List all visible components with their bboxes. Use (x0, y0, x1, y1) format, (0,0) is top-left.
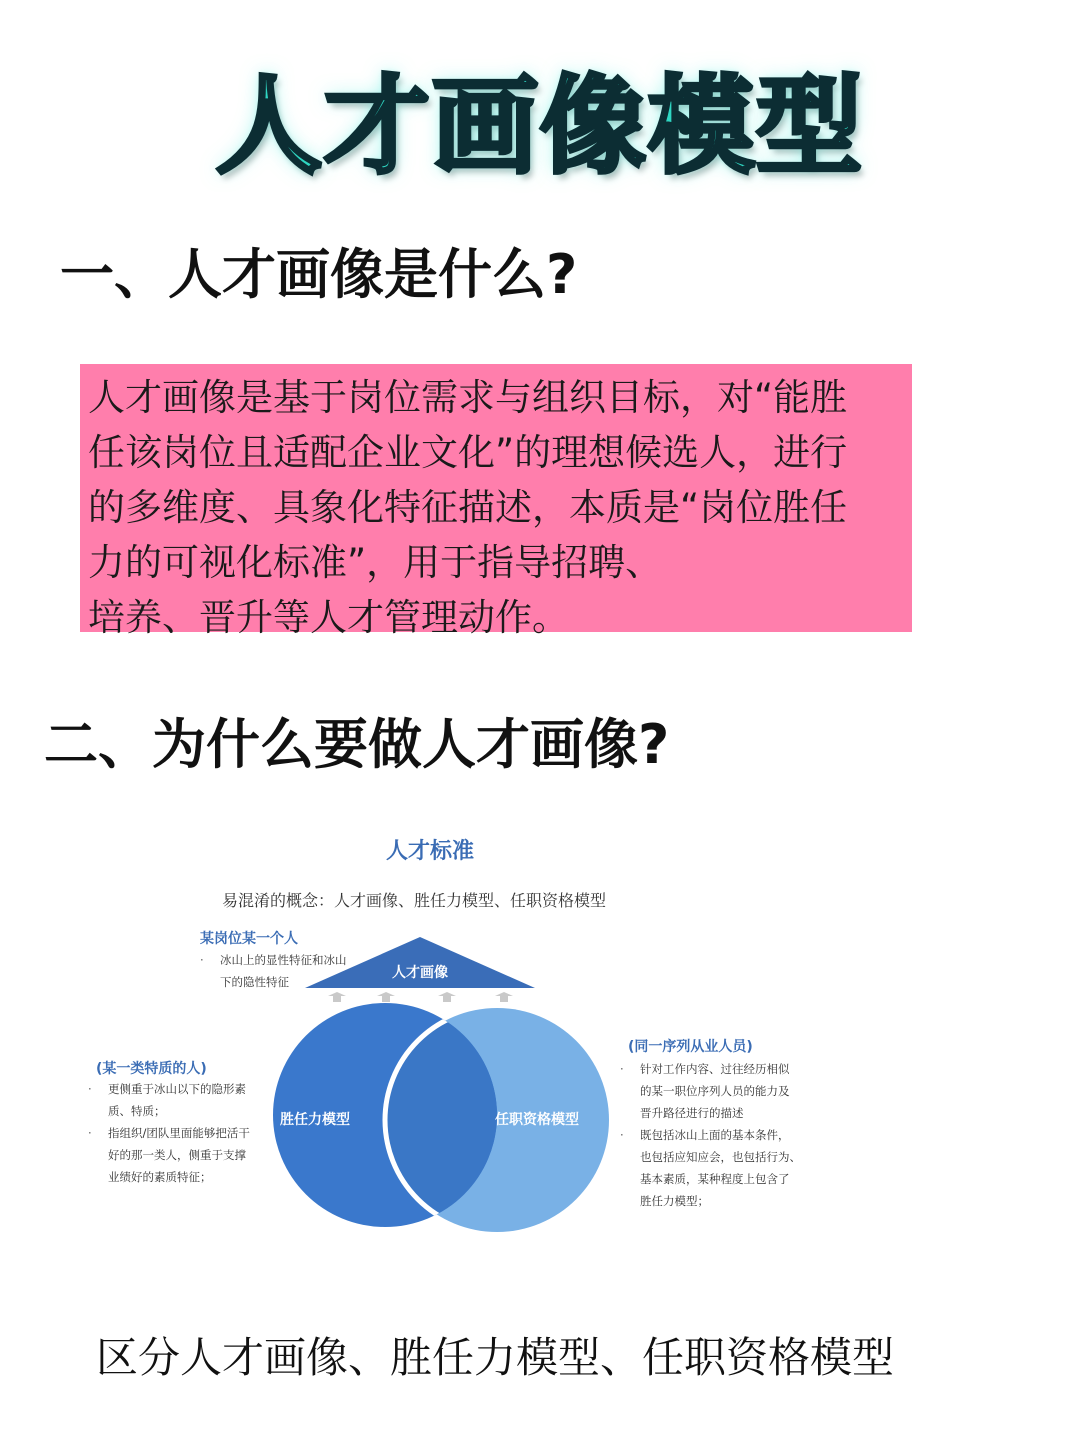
diagram-title: 人才标准 (385, 839, 474, 864)
bullet-icon: · (88, 1126, 92, 1140)
definition-line: 力的可视化标准”，用于指导招聘、 (88, 541, 663, 584)
list-item: · 冰山上的显性特征和冰山 下的隐性特征 (200, 949, 347, 993)
bullet-icon: · (620, 1062, 624, 1076)
left-circle-label: 胜任力模型 (280, 1112, 350, 1128)
top-note-heading: 某岗位某一个人 (200, 931, 298, 947)
bullet-icon: · (88, 1082, 92, 1096)
top-note-list (200, 949, 347, 993)
list-item: · 针对工作内容、过往经历相似 的某一职位序列人员的能力及 晋升路径进行的描述 (620, 1058, 801, 1124)
right-circle-label: 任职资格模型 (495, 1112, 579, 1128)
right-note-list (620, 1058, 801, 1212)
talent-standard-diagram (0, 810, 1080, 1250)
definition-line: 任该岗位且适配企业文化”的理想候选人，进行 (88, 431, 848, 474)
left-note-list (88, 1078, 250, 1188)
up-arrow-icon (438, 992, 456, 1002)
main-title: 人才画像模型 (216, 65, 864, 188)
definition-box (80, 364, 912, 639)
up-arrow-icon (495, 992, 513, 1002)
up-arrow-icon (377, 992, 395, 1002)
up-arrow-icon (328, 992, 346, 1002)
bullet-icon: · (200, 953, 204, 967)
left-note-heading: (某一类特质的人) (96, 1061, 207, 1077)
bullet-icon: · (620, 1128, 624, 1142)
definition-line: 培养、晋升等人才管理动作。 (88, 596, 569, 639)
triangle-label: 人才画像 (392, 965, 448, 981)
section-2-heading: 二、为什么要做人才画像? (44, 713, 670, 776)
list-item: · 指组织/团队里面能够把活干 好的那一类人，侧重于支撑 业绩好的素质特征； (88, 1122, 250, 1188)
caption: 区分人才画像、胜任力模型、任职资格模型 (95, 1333, 894, 1382)
diagram-subtitle: 易混淆的概念：人才画像、胜任力模型、任职资格模型 (222, 891, 607, 910)
definition-text (88, 370, 906, 645)
list-item: · 更侧重于冰山以下的隐形素 质、特质； (88, 1078, 250, 1122)
definition-line: 的多维度、具象化特征描述，本质是“岗位胜任 (88, 486, 848, 529)
up-arrow-icons (328, 992, 513, 1002)
section-1-heading: 一、人才画像是什么? (60, 243, 578, 306)
definition-line: 人才画像是基于岗位需求与组织目标，对“能胜 (88, 376, 848, 419)
right-note-heading: (同一序列从业人员) (628, 1039, 753, 1055)
list-item: · 既包括冰山上面的基本条件， 也包括应知应会，也包括行为、 基本素质，某种程度上包含了 胜任力模型； (620, 1124, 801, 1212)
